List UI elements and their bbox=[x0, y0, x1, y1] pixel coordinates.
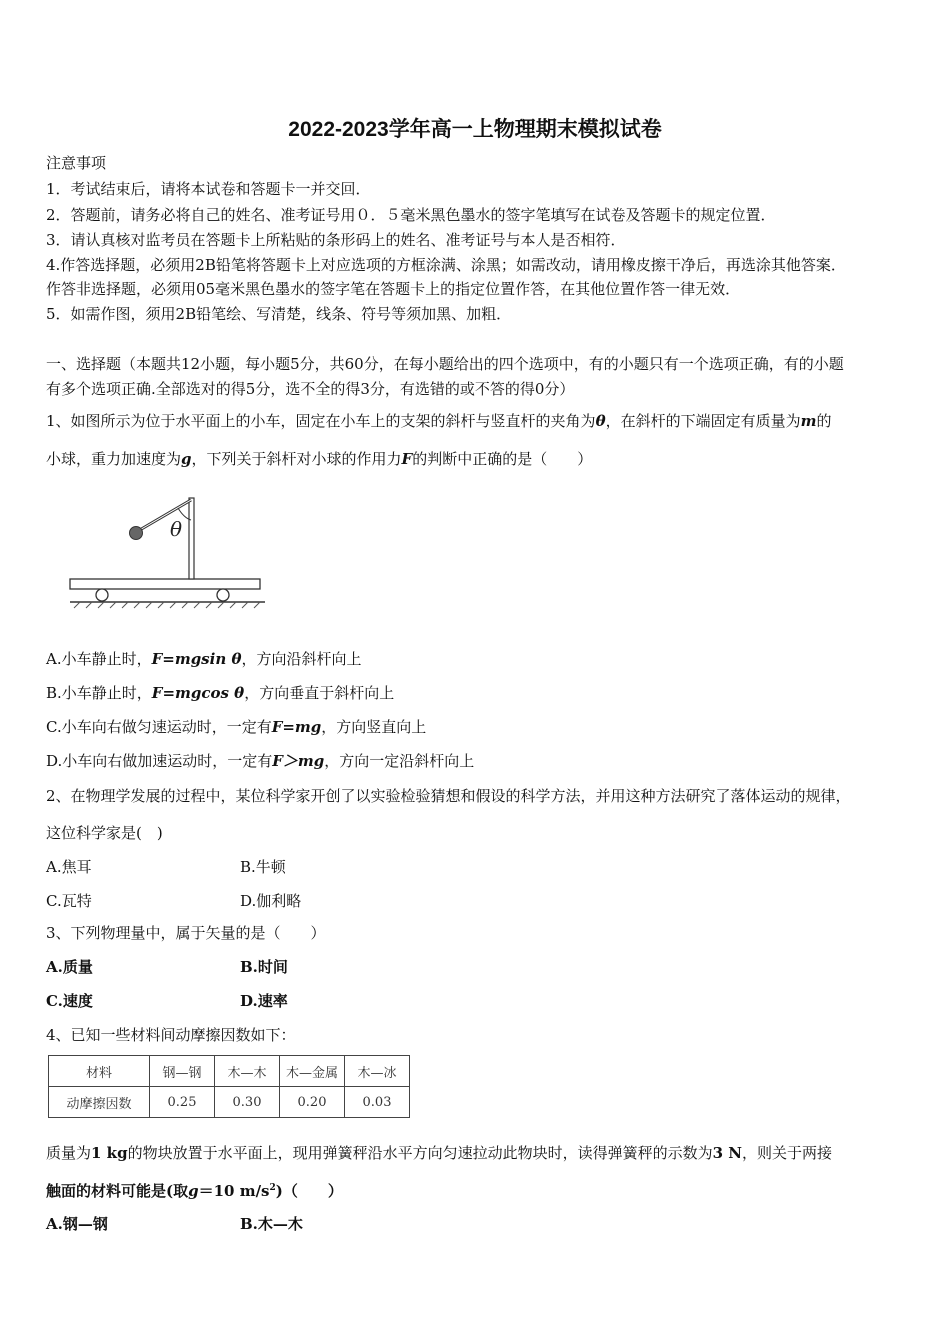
vertical-rod bbox=[189, 498, 194, 579]
table-row bbox=[49, 1087, 410, 1118]
q1-stem-line1: 1、如图所示为位于水平面上的小车，固定在小车上的支架的斜杆与竖直杆的夹角为θ，在斜杆的下端固定有质量为m的 bbox=[46, 412, 832, 430]
notice-item: 3．请认真核对监考员在答题卡上所粘贴的条形码上的姓名、准考证号与本人是否相符． bbox=[46, 231, 626, 249]
q2-stem-line1: 2、在物理学发展的过程中，某位科学家开创了以实验检验猜想和假设的科学方法，并用这种方法研究了落体运动的规律， bbox=[46, 787, 851, 805]
cart-body bbox=[70, 579, 260, 589]
q2-option-a: A.焦耳 bbox=[46, 858, 92, 876]
table-cell: 钢—钢 bbox=[150, 1056, 215, 1087]
q1-stem-line2: 小球，重力加速度为g，下列关于斜杆对小球的作用力F的判断中正确的是（ ） bbox=[46, 450, 593, 468]
q1-option-b: B.小车静止时，F=mgcos θ，方向垂直于斜杆向上 bbox=[46, 684, 395, 702]
table-cell: 0.25 bbox=[150, 1087, 215, 1118]
q2-option-c: C.瓦特 bbox=[46, 892, 92, 910]
table-cell: 木—冰 bbox=[345, 1056, 410, 1087]
q3-option-c: C.速度 bbox=[46, 992, 93, 1010]
ball bbox=[130, 527, 143, 540]
table-cell: 0.03 bbox=[345, 1087, 410, 1118]
table-cell: 木—金属 bbox=[280, 1056, 345, 1087]
page-title: 2022-2023学年高一上物理期末模拟试卷 bbox=[288, 118, 662, 141]
table-cell: 材料 bbox=[49, 1056, 150, 1087]
notice-heading: 注意事项 bbox=[46, 154, 107, 172]
table-cell: 0.20 bbox=[280, 1087, 345, 1118]
q2-option-d: D.伽利略 bbox=[240, 892, 302, 910]
section-instructions: 一、选择题（本题共12小题，每小题5分，共60分，在每小题给出的四个选项中，有的小题只有一个选项正确，有的小题 bbox=[46, 355, 844, 373]
q1-option-a: A.小车静止时，F=mgsin θ，方向沿斜杆向上 bbox=[46, 650, 362, 668]
q3-option-a: A.质量 bbox=[46, 958, 93, 976]
left-wheel bbox=[96, 589, 108, 601]
notice-item: 2．答题前，请务必将自己的姓名、准考证号用０．５毫米黑色墨水的签字笔填写在试卷及答题卡的规定位置． bbox=[46, 206, 776, 224]
q4-body-line1: 质量为1 kg的物块放置于水平面上，现用弹簧秤沿水平方向匀速拉动此物块时，读得弹簧秤的示数为3 N，则关于两接 bbox=[46, 1144, 832, 1162]
section-instructions-cont: 有多个选项正确.全部选对的得5分，选不全的得3分，有选错的或不答的得0分） bbox=[46, 380, 575, 398]
notice-item: 1．考试结束后，请将本试卷和答题卡一并交回． bbox=[46, 180, 371, 198]
theta-label: θ bbox=[170, 517, 183, 541]
notice-item: 作答非选择题，必须用05毫米黑色墨水的签字笔在答题卡上的指定位置作答，在其他位置作答一律无效． bbox=[46, 280, 741, 298]
q4-option-b: B.木—木 bbox=[240, 1215, 303, 1233]
table-cell: 动摩擦因数 bbox=[49, 1087, 150, 1118]
right-wheel bbox=[217, 589, 229, 601]
q2-stem-line2: 这位科学家是( ) bbox=[46, 824, 163, 842]
cart-figure bbox=[60, 488, 275, 613]
friction-table bbox=[48, 1055, 410, 1118]
q4-body-line2: 触面的材料可能是(取g＝10 $m/s^2$)（ ） bbox=[46, 1182, 343, 1200]
table-cell: 0.30 bbox=[215, 1087, 280, 1118]
notice-item: 4.作答选择题，必须用2B铅笔将答题卡上对应选项的方框涂满、涂黑；如需改动，请用橡皮擦干净后，再选涂其他答案． bbox=[46, 256, 846, 274]
notice-item: 5．如需作图，须用2B铅笔绘、写清楚，线条、符号等须加黑、加粗． bbox=[46, 305, 512, 323]
ground-hatching bbox=[74, 602, 260, 608]
q1-option-c: C.小车向右做匀速运动时，一定有F=mg，方向竖直向上 bbox=[46, 718, 427, 736]
q2-option-b: B.牛顿 bbox=[240, 858, 286, 876]
q4-stem: 4、已知一些材料间动摩擦因数如下： bbox=[46, 1026, 296, 1044]
q1-option-d: D.小车向右做加速运动时，一定有F＞mg，方向一定沿斜杆向上 bbox=[46, 752, 475, 770]
q4-option-a: A.钢—钢 bbox=[46, 1215, 108, 1233]
q3-option-d: D.速率 bbox=[240, 992, 288, 1010]
q3-stem: 3、下列物理量中，属于矢量的是（ ） bbox=[46, 924, 326, 942]
q3-option-b: B.时间 bbox=[240, 958, 288, 976]
table-header-row bbox=[49, 1056, 410, 1087]
table-cell: 木—木 bbox=[215, 1056, 280, 1087]
